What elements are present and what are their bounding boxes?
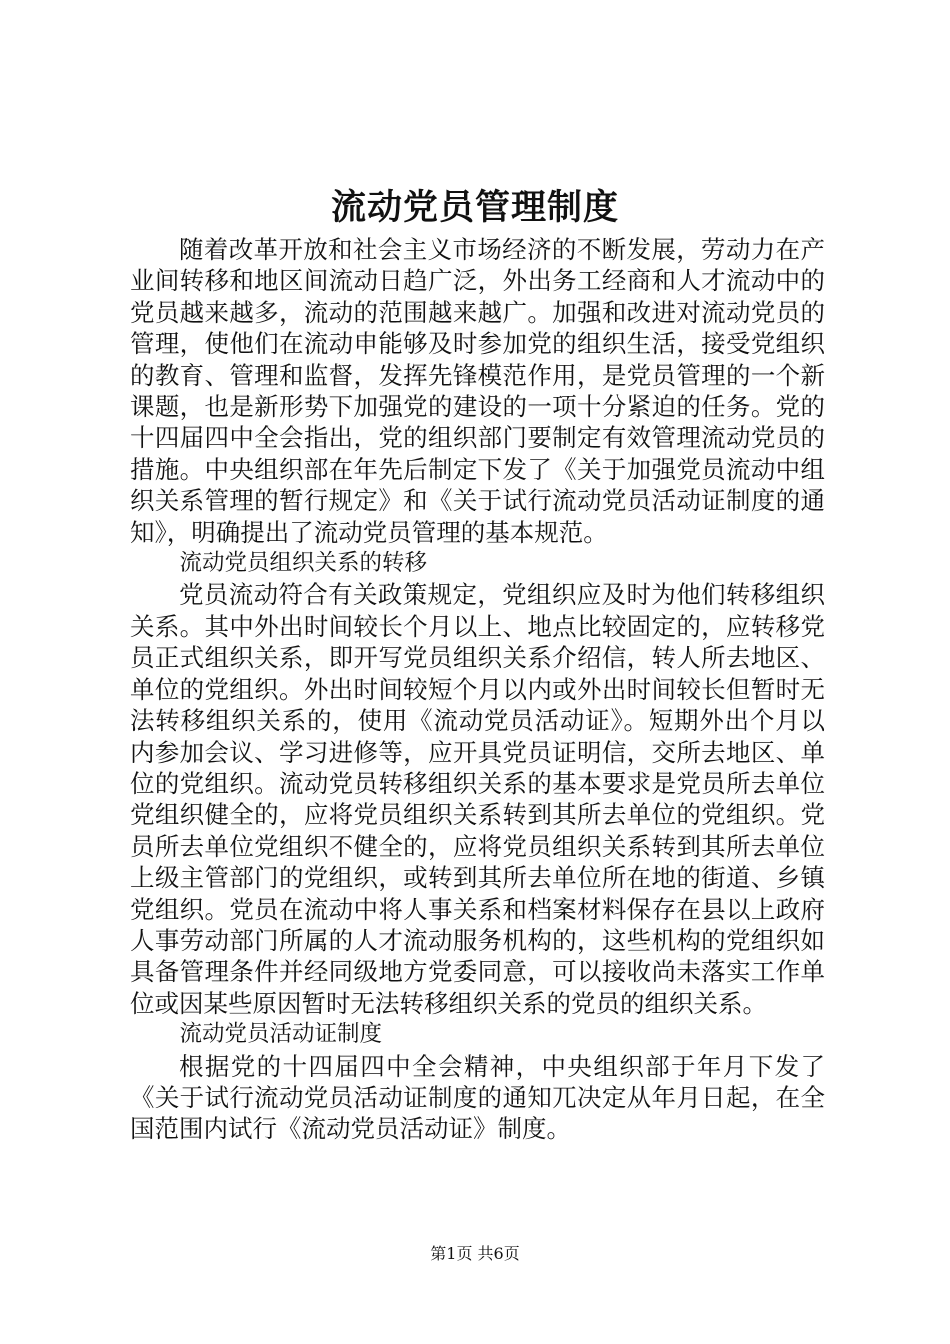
activity-card-paragraph: 根据党的十四届四中全会精神，中央组织部于年月下发了《关于试行流动党员活动证制度的通知兀决定从年月日起，在全国范围内试行《流动党员活动证》制度。 xyxy=(130,1051,825,1144)
section-heading-activity-card: 流动党员活动证制度 xyxy=(179,1021,383,1048)
document-title: 流动党员管理制度 xyxy=(330,187,619,228)
document-body xyxy=(130,234,825,1145)
page-footer: 第1页 共6页 xyxy=(430,1244,520,1263)
transfer-paragraph: 党员流动符合有关政策规定，党组织应及时为他们转移组织关系。其中外出时间较长个月以上、地点比较固定的，应转移党员正式组织关系，即开写党员组织关系介绍信，转人所去地区、单位的党组织。外出时间较短个月以内或外出时间较长但暂时无法转移组织关系的，使用《流动党员活动证》。短期外出个月以内参加会议、学习进修等，应开具党员证明信，交所去地区、单位的党组织。流动党员转移组织关系的基本要求是党员所去单位党组织健全的，应将党员组织关系转到其所去单位的党组织。党员所去单位党组织不健全的，应将党员组织关系转到其所去单位上级主管部门的党组织，或转到其所去单位所在地的街道、乡镇党组织。党员在流动中将人事关系和档案材料保存在县以上政府人事劳动部门所属的人才流动服务机构的，这些机构的党组织如具备管理条件并经同级地方党委同意，可以接收尚未落实工作单位或因某些原因暂时无法转移组织关系的党员的组织关系。 xyxy=(130,580,825,1018)
intro-paragraph: 随着改革开放和社会主义市场经济的不断发展，劳动力在产业间转移和地区间流动日趋广泛，外出务工经商和人才流动中的党员越来越多，流动的范围越来越广。加强和改进对流动党员的管理，使他们在流动申能够及时参加党的组织生活，接受党组织的教育、管理和监督，发挥先锋模范作用，是党员管理的一个新课题，也是新形势下加强党的建设的一项十分紧迫的任务。党的十四届四中全会指出，党的组织部门要制定有效管理流动党员的措施。中央组织部在年先后制定下发了《关于加强党员流动中组织关系管理的暂行规定》和《关于试行流动党员活动证制度的通知》，明确提出了流动党员管理的基本规范。 xyxy=(130,235,825,547)
section-heading-transfer: 流动党员组织关系的转移 xyxy=(179,550,428,577)
